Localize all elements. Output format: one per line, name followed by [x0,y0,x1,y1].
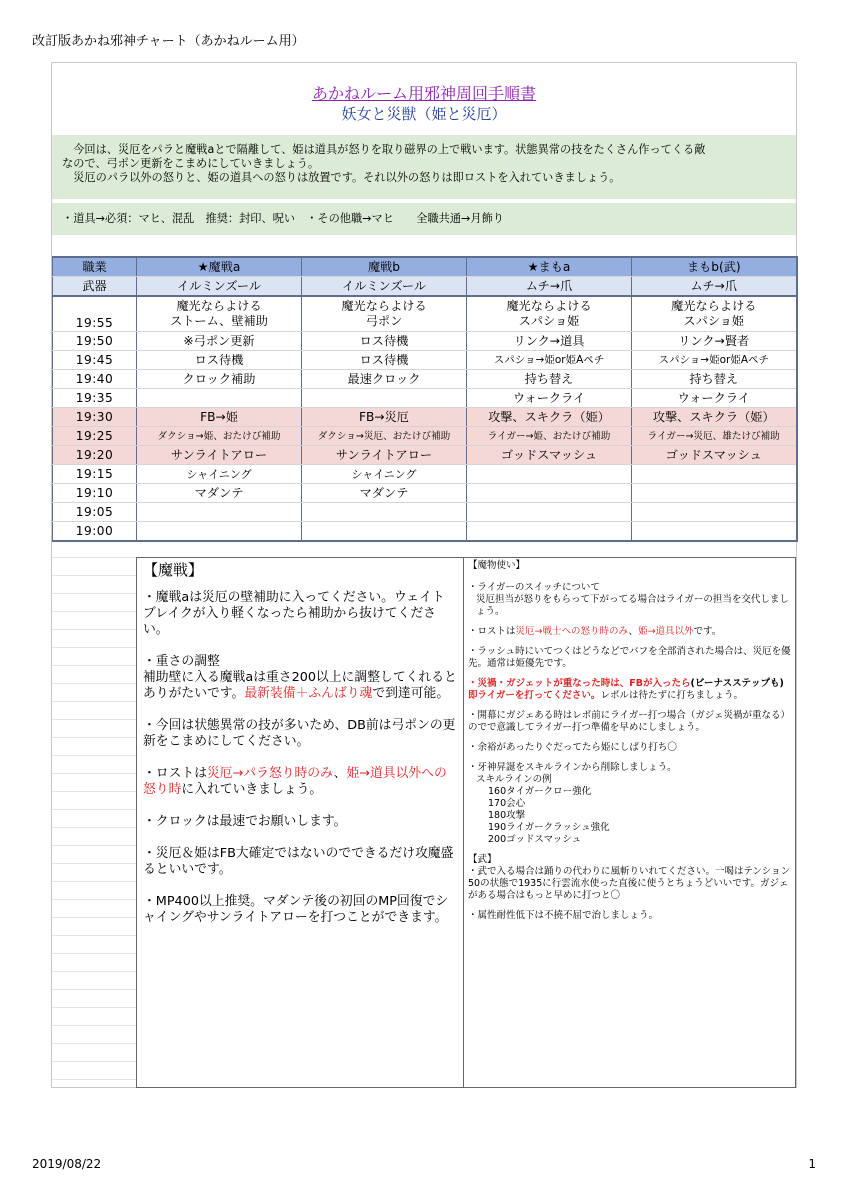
action-cell [467,484,632,503]
schedule-row [53,332,797,351]
skill-line: 160タイガークロー強化 [488,786,592,797]
action-cell [467,465,632,484]
action-cell: 魔光ならよける スパショ姫 [632,296,797,332]
title-box [52,63,796,133]
notes-line: ・道具→必須：マヒ、混乱 推奨：封印、呪い ・その他職→マヒ 全職共通→月飾り [62,212,504,225]
schedule-row [53,503,797,522]
time-cell: 19:10 [53,484,137,503]
schedule-row [53,427,797,446]
time-cell: 19:20 [53,446,137,465]
time-cell: 19:25 [53,427,137,446]
intro-box [52,135,796,199]
martial-artist-heading: 【武】 [468,854,497,865]
schedule-row [53,465,797,484]
page-number: 1 [808,1157,816,1171]
action-cell: サンライトアロー [137,446,302,465]
schedule-row [53,446,797,465]
time-cell: 19:55 [53,296,137,332]
time-cell: 19:35 [53,389,137,408]
schedule-row [53,522,797,542]
time-cell: 19:50 [53,332,137,351]
weapon-cell: ムチ→爪 [632,277,797,297]
skill-line: 180攻撃 [488,810,526,821]
job-cell: ★魔戦a [137,257,302,277]
beast-note: ・開幕にガジェある時はレボ前にライガー打つ場合（ガジェ災禍が重なる）のでで意識してライガー打つ準備を早めにしましょう。 [468,710,791,733]
beast-note: ・ロストは災厄→戦士への怒り時のみ、姫→道具以外です。 [468,626,722,637]
page-header: 改訂版あかね邪神チャート（あかねルーム用） [32,34,305,49]
schedule-row [53,389,797,408]
action-cell [137,522,302,542]
mage-note: ・今回は状態異常の技が多いため、DB前は弓ポンの更新をこまめにしてください。 [143,718,456,749]
action-cell: ロス待機 [302,351,467,370]
action-cell: ライガー→災厄、雄たけび補助 [632,427,797,446]
mage-note: ・クロックは最速でお願いします。 [143,814,347,829]
action-cell: 攻撃、スキクラ（姫） [632,408,797,427]
action-cell: ライガー→姫、おたけび補助 [467,427,632,446]
mage-note: ・災厄＆姫はFB大確定ではないのでできるだけ攻魔盛るといいです。 [143,846,454,877]
action-cell [632,522,797,542]
beast-note: ・ラッシュ時にいてつくはどうなどでバフを全部消された場合は、災厄を優先。通常は姫優先です。 [468,646,791,669]
schedule-row [53,484,797,503]
action-cell [137,503,302,522]
schedule-row [53,370,797,389]
action-cell: リンク→道具 [467,332,632,351]
action-cell: FB→姫 [137,408,302,427]
beast-note: ・余裕があったりぐだってたら姫にしばり打ち〇 [468,742,677,753]
time-cell: 19:40 [53,370,137,389]
action-cell: マダンテ [137,484,302,503]
martial-artist-note: ・属性耐性低下は不撓不屈で治しましょう。 [468,910,659,921]
action-cell [302,503,467,522]
martial-artist-note: ・武で入る場合は踊りの代わりに風斬りいれてください。一喝はテンション50の状態で1935に行雲流水使った直後に使うとちょうどいいです。ガジェがある場合はもっと早めに打つと〇 [468,866,791,901]
action-cell: 持ち替え [632,370,797,389]
action-cell: 最速クロック [302,370,467,389]
action-cell [632,465,797,484]
beast-note: ・災禍・ガジェットが重なった時は、FBが入ったら(ビーナスステップも)即ライガーを打ってください。レボルは待たずに打ちましょう。 [468,678,784,701]
action-cell [467,503,632,522]
action-cell: スパショ→姫or姫Aペチ [467,351,632,370]
action-cell: 攻撃、スキクラ（姫） [467,408,632,427]
job-cell: まもb(武) [632,257,797,277]
action-cell: スパショ→姫or姫Aペチ [632,351,797,370]
skill-line: 200ゴッドスマッシュ [488,834,582,845]
time-cell: 19:45 [53,351,137,370]
weapon-cell: イルミンズール [302,277,467,297]
action-cell: ゴッドスマッシュ [632,446,797,465]
mage-note: ・MP400以上推奨。マダンテ後の初回のMP回復でシャイングやサンライトアローを打つことができます。 [143,894,449,925]
action-cell: ※弓ポン更新 [137,332,302,351]
action-cell: ロス待機 [302,332,467,351]
action-cell [632,503,797,522]
document-subtitle: 妖女と災獣（姫と災厄） [341,105,507,123]
action-cell: ロス待機 [137,351,302,370]
action-cell: リンク→賢者 [632,332,797,351]
time-cell: 19:05 [53,503,137,522]
action-cell: ゴッドスマッシュ [467,446,632,465]
action-cell [632,484,797,503]
intro-line: 今回は、災厄をパラと魔戦aとで隔離して、姫は道具が怒りを取り磁界の上で戦います。状態異常の技をたくさん作ってくる敵 [62,143,706,156]
intro-line: 災厄のパラ以外の怒りと、姫の道具への怒りは放置です。それ以外の怒りは即ロストを入れていきましょう。 [62,171,621,184]
time-cell: 19:30 [53,408,137,427]
footer-date: 2019/08/22 [32,1157,102,1171]
beast-note: ・ライガーのスイッチについて 災厄担当が怒りをもらって下がってる場合はライガーの担当を交代しましょう。 [468,582,789,617]
schedule-table [52,256,798,542]
spreadsheet [51,62,797,1088]
weapon-row [53,277,797,297]
weapon-cell: イルミンズール [137,277,302,297]
action-cell [467,522,632,542]
action-cell: 魔光ならよける 弓ポン [302,296,467,332]
document-title: あかねルーム用邪神周回手順書 [311,84,536,103]
skill-line: 170会心 [488,798,526,809]
action-cell: ウォークライ [467,389,632,408]
intro-line: なので、弓ポン更新をこまめにしていきましょう。 [62,157,320,170]
action-cell [137,389,302,408]
weapon-label: 武器 [53,277,137,297]
schedule-row [53,408,797,427]
notes-box [52,203,796,235]
job-row [53,257,797,277]
action-cell [302,522,467,542]
action-cell: ダクショ→災厄、おたけび補助 [302,427,467,446]
weapon-cell: ムチ→爪 [467,277,632,297]
mage-note: ・ロストは災厄→パラ怒り時のみ、姫→道具以外への怒り時に入れていきましょう。 [143,766,447,797]
action-cell: マダンテ [302,484,467,503]
beast-note: ・牙神昇誕をスキルラインから削除しましょう。 スキルラインの例 160タイガークロー強化 170会心 180攻撃 190ライガークラッシュ強化 200ゴッドスマッシュ [468,762,791,846]
action-cell: クロック補助 [137,370,302,389]
mage-heading: 【魔戦】 [143,561,204,579]
action-cell: ダクショ→姫、おたけび補助 [137,427,302,446]
empty-grid-column [52,557,136,1088]
action-cell: 持ち替え [467,370,632,389]
mage-note: ・魔戦aは災厄の壁補助に入ってください。ウェイトブレイクが入り軽くなったら補助から抜けてください。 [143,590,445,637]
action-cell: 魔光ならよける ストーム、壁補助 [137,296,302,332]
beast-heading: 【魔物使い】 [468,560,526,571]
time-cell: 19:00 [53,522,137,542]
action-cell: シャイニング [137,465,302,484]
mage-notes [136,557,464,1088]
mage-note: ・重さの調整 補助壁に入る魔戦aは重さ200以上に調整してくれるとありがたいです。最新装備＋ふんばり魂で到達可能。 [143,654,457,701]
schedule-row [53,351,797,370]
action-cell: シャイニング [302,465,467,484]
schedule-row [53,296,797,332]
beast-tamer-notes [464,557,796,1088]
skill-line: 190ライガークラッシュ強化 [488,822,610,833]
job-cell: ★まもa [467,257,632,277]
action-cell [302,389,467,408]
action-cell: サンライトアロー [302,446,467,465]
action-cell: ウォークライ [632,389,797,408]
action-cell: 魔光ならよける スパショ姫 [467,296,632,332]
job-cell: 魔戦b [302,257,467,277]
time-cell: 19:15 [53,465,137,484]
action-cell: FB→災厄 [302,408,467,427]
job-label: 職業 [53,257,137,277]
